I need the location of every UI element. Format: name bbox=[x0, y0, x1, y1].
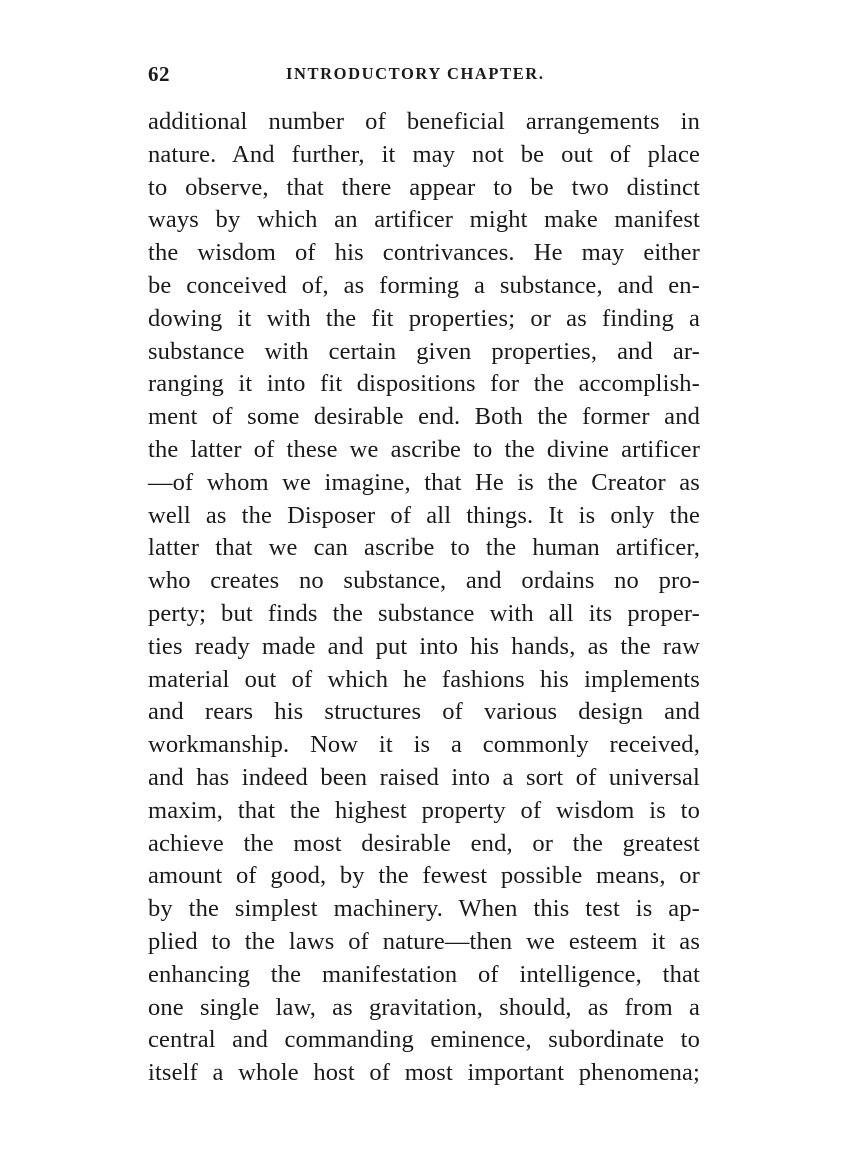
text-line: —of whom we imagine, that He is the Creator as bbox=[148, 468, 700, 496]
text-line: one single law, as gravitation, should, as from a bbox=[148, 993, 700, 1021]
text-line: ties ready made and put into his hands, as the raw bbox=[148, 632, 700, 660]
text-line: amount of good, by the fewest possible means, or bbox=[148, 862, 700, 890]
text-line: nature. And further, it may not be out of place bbox=[148, 140, 700, 168]
text-line: to observe, that there appear to be two distinct bbox=[148, 173, 700, 201]
text-line: and has indeed been raised into a sort of universal bbox=[148, 763, 700, 791]
text-line: ranging it into fit dispositions for the accomplish- bbox=[148, 370, 700, 398]
body-text bbox=[148, 106, 700, 1090]
text-line: well as the Disposer of all things. It is only the bbox=[148, 501, 700, 529]
text-line: substance with certain given properties, and ar- bbox=[148, 337, 700, 365]
text-line: itself a whole host of most important phenomena; bbox=[148, 1059, 700, 1087]
text-line: who creates no substance, and ordains no pro- bbox=[148, 567, 700, 595]
text-line: dowing it with the fit properties; or as finding a bbox=[148, 304, 700, 332]
text-line: workmanship. Now it is a commonly received, bbox=[148, 731, 700, 759]
text-line: ways by which an artificer might make manifest bbox=[148, 206, 700, 234]
page-number: 62 bbox=[148, 62, 170, 86]
text-line: latter that we can ascribe to the human artificer, bbox=[148, 534, 700, 562]
text-line: and rears his structures of various design and bbox=[148, 698, 700, 726]
text-line: the latter of these we ascribe to the divine artificer bbox=[148, 435, 700, 463]
running-head bbox=[148, 62, 700, 88]
text-line: the wisdom of his contrivances. He may either bbox=[148, 239, 700, 267]
text-line: be conceived of, as forming a substance, and en- bbox=[148, 271, 700, 299]
text-line: ment of some desirable end. Both the former and bbox=[148, 403, 700, 431]
text-line: material out of which he fashions his implements bbox=[148, 665, 700, 693]
text-line: perty; but finds the substance with all its proper- bbox=[148, 599, 700, 627]
text-line: enhancing the manifestation of intelligence, that bbox=[148, 960, 700, 988]
text-line: achieve the most desirable end, or the greatest bbox=[148, 829, 700, 857]
chapter-title: INTRODUCTORY CHAPTER. bbox=[286, 64, 545, 83]
text-line: maxim, that the highest property of wisdom is to bbox=[148, 796, 700, 824]
text-line: by the simplest machinery. When this test is ap- bbox=[148, 895, 700, 923]
text-line: central and commanding eminence, subordinate to bbox=[148, 1026, 700, 1054]
text-line: plied to the laws of nature—then we esteem it as bbox=[148, 927, 700, 955]
text-line: additional number of beneficial arrangements in bbox=[148, 108, 700, 135]
